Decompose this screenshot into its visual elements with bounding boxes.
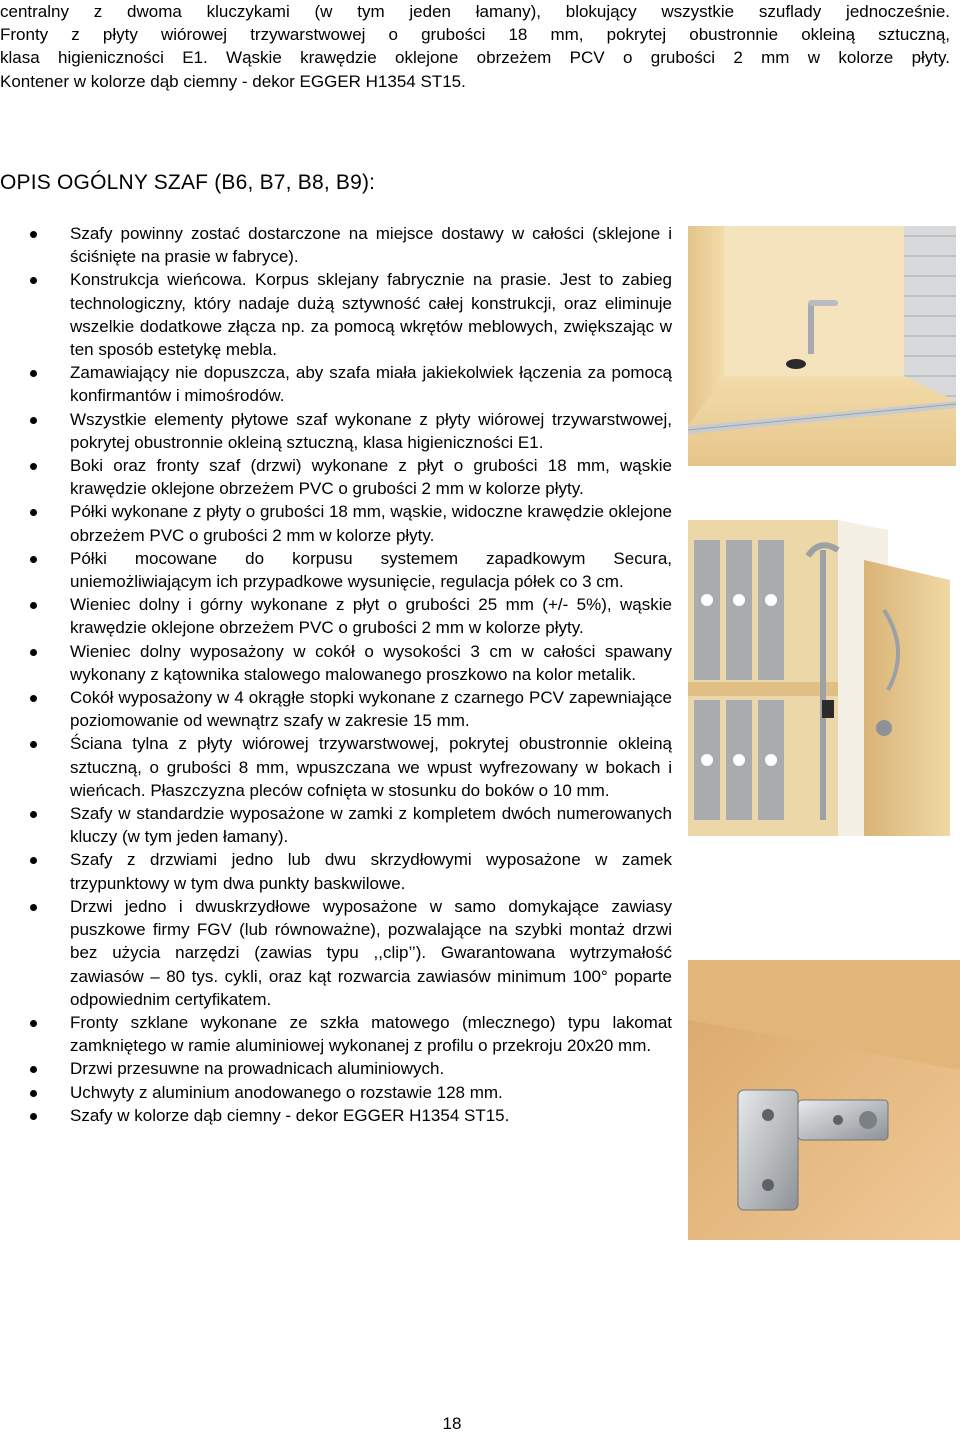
- bullet-icon: [30, 602, 37, 609]
- bullet-icon: [30, 1090, 37, 1097]
- bullet-icon: [30, 277, 37, 284]
- bullet-icon: [30, 231, 37, 238]
- list-item: [0, 222, 672, 268]
- bullet-icon: [30, 741, 37, 748]
- concealed-hinge-photo: [688, 960, 960, 1240]
- list-item: [0, 640, 672, 686]
- sliding-door-rail-photo: [688, 226, 956, 466]
- three-point-lock-photo: [688, 520, 960, 836]
- bullet-icon: [30, 463, 37, 470]
- list-item-text: Półki wykonane z płyty o grubości 18 mm, wąskie, widoczne krawędzie oklejone obrzeżem PVC o grubości 2 mm w kolorze płyty.: [70, 502, 672, 545]
- section-heading: OPIS OGÓLNY SZAF (B6, B7, B8, B9):: [0, 171, 376, 194]
- bullet-icon: [30, 811, 37, 818]
- list-item-text: Konstrukcja wieńcowa. Korpus sklejany fabrycznie na prasie. Jest to zabieg technologiczny, który nadaje dużą sztywność całej konstrukcji, oraz eliminuje wszelkie dodatkowe złącza np. za pomocą wkrętów meblowych, zwiększając w ten sposób estetykę mebla.: [70, 270, 672, 360]
- list-item-text: Szafy powinny zostać dostarczone na miejsce dostawy w całości (sklejone i ściśnięte na prasie w fabryce).: [70, 224, 672, 267]
- list-item-text: Wieniec dolny wyposażony w cokół o wysokości 3 cm w całości spawany wykonany z kątownika stalowego malowanego proszkowo na kolor metalik.: [70, 641, 672, 684]
- list-item: [0, 895, 672, 1011]
- list-item-text: Uchwyty z aluminium anodowanego o rozstawie 128 mm.: [70, 1082, 503, 1102]
- specification-list: [0, 222, 672, 1127]
- bullet-icon: [30, 417, 37, 424]
- bullet-icon: [30, 370, 37, 377]
- intro-line: Fronty z płyty wiórowej trzywarstwowej o grubości 18 mm, pokrytej obustronnie okleiną sztuczną,: [0, 25, 950, 45]
- intro-line: centralny z dwoma kluczykami (w tym jeden łamany), blokujący wszystkie szuflady jednocześnie.: [0, 2, 950, 21]
- bullet-icon: [30, 1020, 37, 1027]
- list-item-text: Półki mocowane do korpusu systemem zapadkowym Secura, uniemożliwiającym ich przypadkowe wysunięcie, regulacja półek co 3 cm.: [70, 548, 672, 592]
- list-item: [0, 454, 672, 500]
- bullet-icon: [30, 556, 37, 563]
- intro-line: Kontener w kolorze dąb ciemny - dekor EGGER H1354 ST15.: [0, 71, 466, 91]
- list-item: [0, 1104, 672, 1127]
- list-item: [0, 1081, 672, 1104]
- bullet-icon: [30, 904, 37, 911]
- list-item-text: Drzwi przesuwne na prowadnicach aluminiowych.: [70, 1059, 445, 1079]
- list-item-text: Wszystkie elementy płytowe szaf wykonane z płyty wiórowej trzywarstwowej, pokrytej obustronnie okleiną sztuczną, klasa higieniczności E1.: [70, 409, 672, 452]
- bullet-icon: [30, 695, 37, 702]
- bullet-icon: [30, 509, 37, 516]
- list-item-text: Cokół wyposażony w 4 okrągłe stopki wykonane z czarnego PCV zapewniające poziomowanie od wewnątrz szafy w zakresie 15 mm.: [70, 688, 672, 731]
- list-item: [0, 268, 672, 361]
- list-item-text: Ściana tylna z płyty wiórowej trzywarstwowej, pokrytej obustronnie okleiną sztuczną, o grubości 8 mm, wpuszczana we wpust wyfrezowany w bokach i wieńcach. Płaszczyzna pleców cofnięta w stosunku do boków o 10 mm.: [70, 734, 672, 800]
- list-item: [0, 500, 672, 546]
- list-item-text: Drzwi jedno i dwuskrzydłowe wyposażone w samo domykające zawiasy puszkowe firmy FGV (lub równoważne), pozwalające na szybki montaż drzwi bez użycia narzędzi (zawias typu ,,clip’’). Gwarantowana wytrzymałość zawiasów – 80 tys. cykli, oraz kąt rozwarcia zawiasów minimum 100° poparte odpowiednim certyfikatem.: [70, 896, 672, 1009]
- list-item: [0, 1011, 672, 1057]
- page-number: 18: [442, 1414, 462, 1433]
- list-item-text: Zamawiający nie dopuszcza, aby szafa miała jakiekolwiek łączenia za pomocą konfirmantów i mimośrodów.: [70, 363, 672, 406]
- list-item-text: Fronty szklane wykonane ze szkła matowego (mlecznego) typu lakomat zamkniętego w ramie aluminiowej wykonanej z profilu o przekroju 20x20 mm.: [70, 1012, 672, 1056]
- intro-paragraph: [0, 0, 950, 93]
- list-item-text: Szafy w standardzie wyposażone w zamki z kompletem dwóch numerowanych kluczy (w tym jeden łamany).: [70, 804, 672, 847]
- list-item: [0, 593, 672, 639]
- list-item-text: Szafy z drzwiami jedno lub dwu skrzydłowymi wyposażone w zamek trzypunktowy w tym dwa punkty baskwilowe.: [70, 850, 672, 893]
- bullet-icon: [30, 649, 37, 656]
- bullet-icon: [30, 1113, 37, 1120]
- bullet-icon: [30, 857, 37, 864]
- list-item-text: Boki oraz fronty szaf (drzwi) wykonane z płyt o grubości 18 mm, wąskie krawędzie oklejone obrzeżem PVC o grubości 2 mm w kolorze płyty.: [70, 456, 672, 499]
- list-item: [0, 686, 672, 732]
- list-item: [0, 361, 672, 407]
- list-item: [0, 732, 672, 802]
- list-item: [0, 848, 672, 894]
- list-item: [0, 802, 672, 848]
- list-item-text: Szafy w kolorze dąb ciemny - dekor EGGER H1354 ST15.: [70, 1105, 510, 1125]
- bullet-icon: [30, 1066, 37, 1073]
- list-item: [0, 547, 672, 593]
- list-item: [0, 1057, 672, 1080]
- list-item: [0, 408, 672, 454]
- list-item-text: Wieniec dolny i górny wykonane z płyt o grubości 25 mm (+/- 5%), wąskie krawędzie oklejone obrzeżem PVC o grubości 2 mm w kolorze płyty.: [70, 595, 672, 638]
- intro-line: klasa higieniczności E1. Wąskie krawędzie oklejone obrzeżem PCV o grubości 2 mm w kolorze płyty.: [0, 48, 950, 68]
